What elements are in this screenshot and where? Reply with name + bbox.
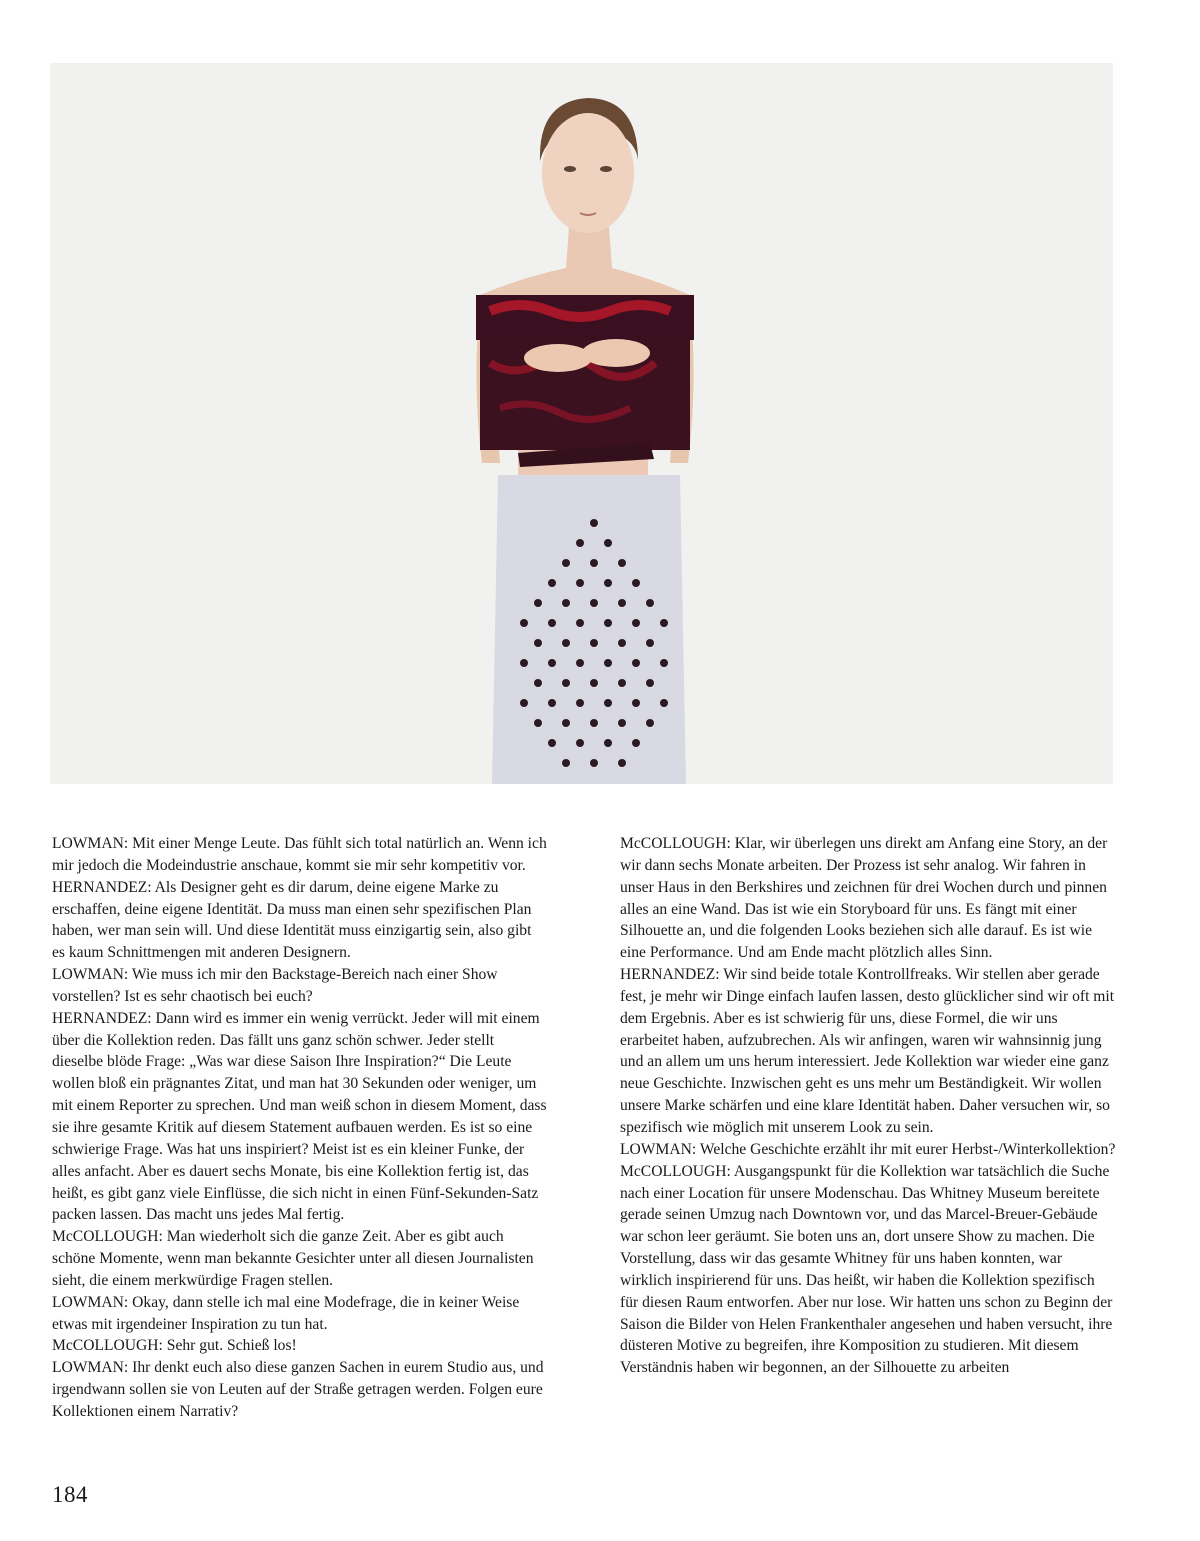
- dialogue-text: Ausgangspunkt für die Kollektion war tatsächlich die Suche nach einer Location für unsere Modenschau. Das Whitney Museum bereitete gerade seinen Umzug nach Downtown vor, und das Marcel-Breuer-Gebäude war schon leer geräumt. Sie boten uns an, dort unsere Show zu machen. Die Vorstellung, dass wir das gesamte Whitney für uns haben konnten, war wirklich inspirierend für uns. Das heißt, wir haben die Kollektion spezifisch für diesen Raum entworfen. Aber nur lose. Wir hatten uns schon zu Beginn der Saison die Bilder von Helen Frankenthaler angesehen und haben versucht, ihre düsteren Motive zu begreifen, ihre Komposition zu studieren. Mit diesem Verständnis haben wir begonnen, an der Silhouette zu arbeiten: [620, 1162, 1113, 1377]
- speaker-name: HERNANDEZ:: [620, 966, 720, 984]
- dialogue-text: Okay, dann stelle ich mal eine Modefrage, die in keiner Weise etwas mit irgendeiner Inspiration zu tun hat.: [52, 1293, 520, 1333]
- speaker-name: LOWMAN:: [52, 1359, 129, 1377]
- fashion-photo: [50, 63, 1113, 784]
- dialogue-text: Wir sind beide totale Kontrollfreaks. Wir stellen aber gerade fest, je mehr wir Dinge einfach laufen lassen, desto glücklicher sind wir oft mit dem Ergebnis. Aber es ist schwierig für uns, diese Formel, die wir uns erarbeitet haben, aufzubrechen. Als wir anfingen, waren wir wahnsinnig jung und an allem um uns herum interessiert. Jede Kollektion war wieder eine ganz neue Geschichte. Inzwischen geht es uns mehr um Beständigkeit. Wir wollen unsere Marke schärfen und eine klare Identität haben. Daher versuchen wir, so spezifisch wie möglich mit unserem Look zu sein.: [620, 966, 1115, 1136]
- dialogue-text: Klar, wir überlegen uns direkt am Anfang eine Story, an der wir dann sechs Monate arbeiten. Der Prozess ist sehr analog. Wir fahren in unser Haus in den Berkshires und zeichnen für drei Wochen durch und pinnen alles an eine Wand. Das ist wie ein Storyboard für uns. Es fängt mit einer Silhouette an, und die folgenden Looks beziehen sich alle darauf. Es ist wie eine Performance. Und am Ende macht plötzlich alles Sinn.: [620, 835, 1108, 962]
- speaker-name: McCOLLOUGH:: [620, 1162, 731, 1180]
- dialogue-paragraph: [620, 1139, 1116, 1161]
- dialogue-paragraph: [620, 1161, 1116, 1379]
- speaker-name: LOWMAN:: [52, 1293, 129, 1311]
- dialogue-text: Welche Geschichte erzählt ihr mit eurer Herbst-/Winterkollektion?: [696, 1140, 1116, 1158]
- speaker-name: LOWMAN:: [52, 966, 129, 984]
- speaker-name: HERNANDEZ:: [52, 1009, 152, 1027]
- dialogue-text: Ihr denkt euch also diese ganzen Sachen in eurem Studio aus, und irgendwann sollen sie von Leuten auf der Straße getragen werden. Folgen eure Kollektionen einem Narrativ?: [52, 1359, 544, 1420]
- page-number: 184: [52, 1482, 88, 1507]
- dialogue-paragraph: [52, 833, 548, 877]
- dialogue-paragraph: [620, 833, 1116, 964]
- dialogue-paragraph: [620, 964, 1116, 1139]
- dialogue-text: Dann wird es immer ein wenig verrückt. Jeder will mit einem über die Kollektion reden. Das fällt uns ganz schön schwer. Jeder stellt dieselbe blöde Frage: „Was war diese Saison Ihre Inspiration?“ Die Leute wollen bloß ein prägnantes Zitat, und man hat 30 Sekunden oder weniger, um mit einem Reporter zu sprechen. Und man weiß schon in diesem Moment, dass sie ihre gesamte Kritik auf diesem Statement aufbauen werden. Es ist so eine schwierige Frage. Was hat uns inspiriert? Meist ist es ein kleiner Funke, der alles anfacht. Aber es dauert sechs Monate, bis eine Kollektion fertig ist, das heißt, es gibt ganz viele Einflüsse, die sich nicht in einen Fünf-Sekunden-Satz packen lassen. Das macht uns jedes Mal fertig.: [52, 1009, 547, 1224]
- speaker-name: McCOLLOUGH:: [52, 1228, 163, 1246]
- dialogue-text: Wie muss ich mir den Backstage-Bereich nach einer Show vorstellen? Ist es sehr chaotisch bei euch?: [52, 966, 498, 1005]
- dialogue-paragraph: [52, 1008, 548, 1226]
- dialogue-text: Mit einer Menge Leute. Das fühlt sich total natürlich an. Wenn ich mir jedoch die Modeindustrie anschaue, kommt sie mir sehr kompetitiv vor.: [52, 835, 547, 874]
- dialogue-text: Sehr gut. Schieß los!: [162, 1337, 297, 1355]
- dialogue-paragraph: [52, 1335, 548, 1357]
- speaker-name: HERNANDEZ:: [52, 878, 152, 896]
- dialogue-text: Man wiederholt sich die ganze Zeit. Aber es gibt auch schöne Momente, wenn man bekannte Gesichter unter all diesen Journalisten sieht, die einem merkwürdige Fragen stellen.: [52, 1228, 534, 1289]
- dialogue-paragraph: [52, 1292, 548, 1336]
- speaker-name: McCOLLOUGH:: [620, 835, 731, 852]
- dialogue-paragraph: [52, 1226, 548, 1292]
- speaker-name: LOWMAN:: [620, 1140, 697, 1158]
- dialogue-text: Als Designer geht es dir darum, deine eigene Marke zu erschaffen, deine eigene Identität. Da muss man einen sehr spezifischen Plan haben, wer man sein will. Und diese Identität muss einzigartig sein, also gibt es kaum Schnittmengen mit anderen Designern.: [52, 878, 532, 962]
- dialogue-paragraph: [52, 877, 548, 964]
- speaker-name: LOWMAN:: [52, 835, 129, 852]
- speaker-name: McCOLLOUGH:: [52, 1337, 163, 1355]
- dialogue-paragraph: [52, 1357, 548, 1423]
- dialogue-paragraph: [52, 964, 548, 1008]
- model-illustration: [50, 63, 1113, 784]
- text-column-right: [620, 833, 1116, 1379]
- text-column-left: [52, 833, 548, 1423]
